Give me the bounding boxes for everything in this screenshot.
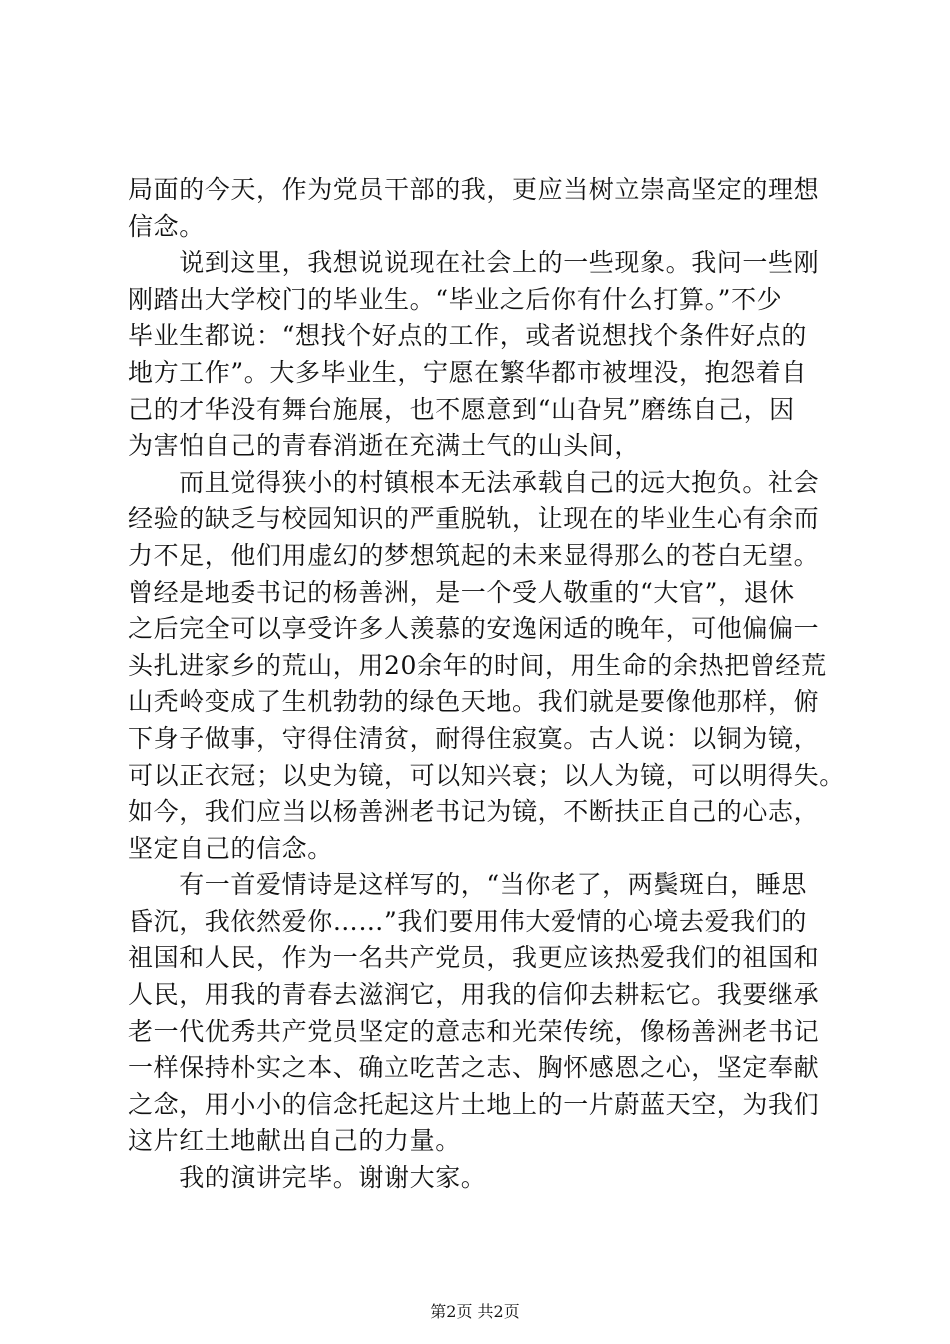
- text-line: 人民，用我的青春去滋润它，用我的信仰去耕耘它。我要继承: [128, 980, 820, 1010]
- text-line: 地方工作”。大多毕业生，宁愿在繁华都市被埋没，抱怨着自: [128, 357, 807, 387]
- text-line: 信念。: [128, 211, 205, 241]
- text-line: 如今，我们应当以杨善洲老书记为镜，不断扶正自己的心志，: [128, 797, 820, 827]
- text-line: 可以正衣冠；以史为镜，可以知兴衰；以人为镜，可以明得失。: [128, 760, 845, 790]
- text-line: 刚踏出大学校门的毕业生。“毕业之后你有什么打算。”不少: [128, 284, 783, 314]
- text-line: 力不足，他们用虚幻的梦想筑起的未来显得那么的苍白无望。: [128, 540, 820, 570]
- text-line: 下身子做事，守得住清贫，耐得住寂寞。古人说：以铜为镜，: [128, 723, 820, 753]
- text-line: 有一首爱情诗是这样写的，“当你老了，两鬓斑白，睡思: [128, 870, 807, 900]
- text-line: 之后完全可以享受许多人羡慕的安逸闲适的晚年，可他偏偏一: [128, 614, 820, 644]
- text-line: 局面的今天，作为党员干部的我，更应当树立崇高坚定的理想: [128, 175, 820, 204]
- text-line: 山秃岭变成了生机勃勃的绿色天地。我们就是要像他那样，俯: [128, 687, 820, 717]
- text-line: 老一代优秀共产党员坚定的意志和光荣传统，像杨善洲老书记: [128, 1016, 820, 1046]
- text-line: 这片红土地献出自己的力量。: [128, 1126, 461, 1156]
- speech-body: [128, 172, 848, 1197]
- page-number: 第2页 共2页: [430, 1302, 520, 1321]
- text-line: 说到这里，我想说说现在社会上的一些现象。我问一些刚: [128, 248, 820, 278]
- page-footer: [0, 1302, 950, 1322]
- text-line: 祖国和人民，作为一名共产党员，我更应该热爱我们的祖国和: [128, 943, 820, 973]
- text-line: 一样保持朴实之本、确立吃苦之志、胸怀感恩之心，坚定奉献: [128, 1053, 820, 1083]
- text-line: 而且觉得狭小的村镇根本无法承载自己的远大抱负。社会: [128, 467, 820, 497]
- text-line: 坚定自己的信念。: [128, 833, 333, 863]
- text-line: 之念，用小小的信念托起这片土地上的一片蔚蓝天空，为我们: [128, 1089, 820, 1119]
- text-line: 为害怕自己的青春消逝在充满土气的山头间，: [128, 431, 641, 461]
- text-line: 己的才华没有舞台施展，也不愿意到“山旮旯”磨练自己，因: [128, 394, 795, 424]
- text-line: 曾经是地委书记的杨善洲，是一个受人敬重的“大官”，退休: [128, 577, 795, 607]
- text-line: 昏沉，我依然爱你……”我们要用伟大爱情的心境去爱我们的: [128, 906, 807, 936]
- text-line: 毕业生都说：“想找个好点的工作，或者说想找个条件好点的: [128, 321, 807, 351]
- text-line: 头扎进家乡的荒山，用20余年的时间，用生命的余热把曾经荒: [128, 650, 827, 680]
- text-line: 经验的缺乏与校园知识的严重脱轨，让现在的毕业生心有余而: [128, 504, 820, 534]
- text-line: 我的演讲完毕。谢谢大家。: [128, 1163, 487, 1193]
